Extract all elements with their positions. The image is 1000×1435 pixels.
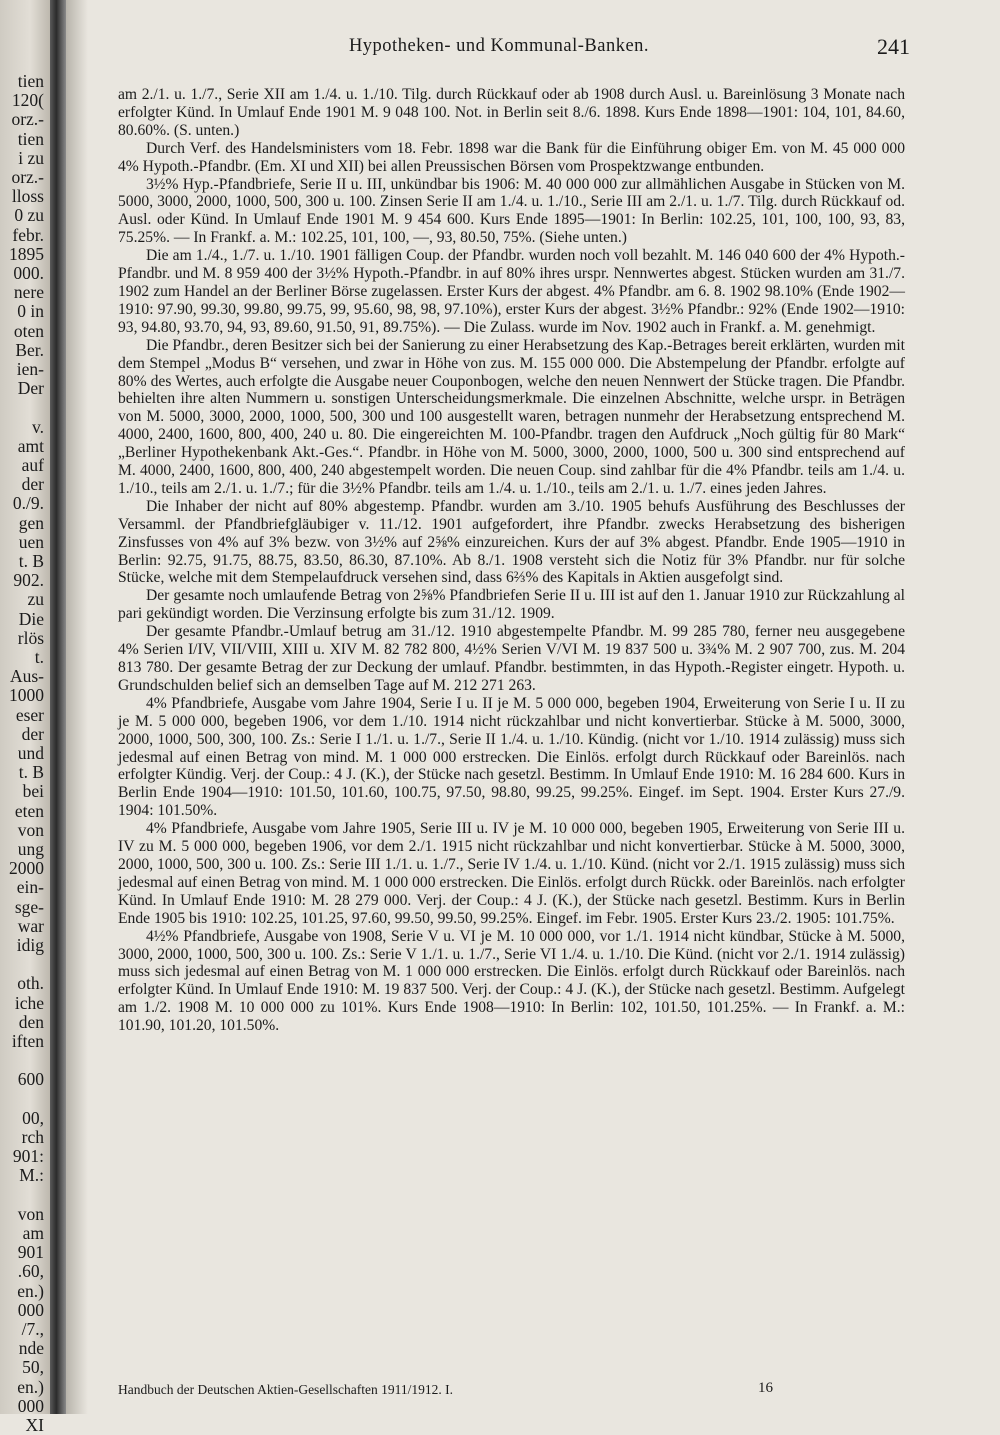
gutter-fragment: 000 — [17, 1395, 44, 1416]
gutter-fragment: eten — [14, 800, 44, 821]
main-text-column — [118, 86, 905, 1035]
gutter-fragment: 901: — [12, 1146, 44, 1167]
gutter-fragment: M.: — [19, 1165, 44, 1186]
gutter-fragment: bei — [22, 781, 44, 802]
gutter-fragment: .60, — [17, 1261, 44, 1282]
gutter-fragment: war — [17, 915, 44, 936]
paragraph: Die Inhaber der nicht auf 80% abgestemp. Pfandbr. wurden am 3./10. 1905 behufs Ausführung des Beschlusses der Versamml. der Pfandbriefgläubiger v. 11./12. 1901 aufgefordert, ihre Pfandbr. zwecks Herabsetzung des bisherigen Zinsfusses von 4% auf 3% bezw. von 3½% auf 2⅝% einzureichen. Kurs der auf 3% abgest. Pfandbr. Ende 1905—1910 in Berlin: 92.75, 91.75, 88.75, 83.50, 86.30, 87.10%. Ab 8./1. 1908 versteht sich die Notiz für 3% Pfandbr. nur für solche Stücke, welche mit dem Stempelaufdruck versehen sind, dass 6⅔% des Kapitals in Aktien ausgefolgt sind. — [118, 497, 905, 587]
gutter-fragment: nde — [18, 1338, 44, 1359]
gutter-fragment: XI — [25, 1415, 44, 1435]
gutter-fragment: ien- — [16, 359, 44, 379]
paragraph: 4% Pfandbriefe, Ausgabe vom Jahre 1904, Serie I u. II je M. 5 000 000, begeben 1904, Erweiterung von Serie I u. II zu je M. 5 000 000, begeben 1906, vor dem 1./10. 1914 nicht rückzahlbar und nicht konvertierbar. Stücke à M. 5000, 3000, 2000, 1000, 500, 300, 100. Zs.: Serie I 1./1. u. 1./7., Serie II 1./4. u. 1./10. Kündig. (nicht vor 1./10. 1914 zulässig) muss sich jedesmal auf einen Betrag von mind. M. 1 000 000 erstrecken. Die Einlös. erfolgt durch Rückkauf oder Bareinlös. nach erfolgter Kündig. Verj. der Coup.: 4 J. (K.), der Stücke nach gesetzl. Bestimm. In Umlauf Ende 1910: M. 16 284 600. Kurs in Berlin Ende 1904—1910: 101.50, 101.60, 100.75, 97.50, 98.80, 99.25, 99.25%. Eingef. im Sept. 1904. Erster Kurs 27./9. 1904: 101.50%. — [118, 694, 905, 820]
gutter-fragment: en.) — [17, 1376, 44, 1397]
paragraph: Der gesamte Pfandbr.-Umlauf betrug am 31./12. 1910 abgestempelte Pfandbr. M. 99 285 780, ferner neu ausgegebene 4% Serien I/IV, VII/VIII, XIII u. XIV M. 82 782 800, 4½% Serien V/VI M. 19 837 500 u. 3¾% M. 2 907 700, zus. M. 204 813 780. Der gesamte Betrag der zur Deckung der umlauf. Pfandbr. bestimmten, in das Hypoth.-Register eingetr. Hypoth. u. Grundschulden belief sich an demselben Tage auf M. 212 271 263. — [118, 623, 905, 694]
running-header — [88, 36, 910, 66]
gutter-fragment: iften — [11, 1031, 44, 1051]
gutter-fragment: gen — [18, 512, 44, 533]
gutter-fragment: Aus- — [9, 666, 44, 687]
gutter-fragment: der — [21, 723, 44, 744]
gutter-fragment: von — [17, 819, 44, 840]
gutter-fragment: i zu — [18, 147, 44, 168]
gutter-fragment: orz.- — [11, 109, 44, 130]
gutter-fragment: 0 in — [17, 301, 44, 322]
gutter-fragment: ein- — [16, 877, 44, 898]
gutter-fragment: v. — [32, 416, 44, 437]
gutter-fragment: 00, — [22, 1107, 44, 1128]
gutter-fragment: 1895 — [9, 243, 44, 264]
gutter-fragment: auf — [21, 455, 44, 475]
gutter-fragment: Die — [18, 608, 44, 629]
gutter-fragment: tien — [17, 71, 44, 91]
gutter-fragment: ung — [17, 839, 44, 859]
gutter-fragment: 120( — [11, 90, 44, 111]
gutter-fragment: idig — [16, 935, 44, 955]
gutter-fragment: 0 zu — [14, 205, 44, 226]
paragraph: am 2./1. u. 1./7., Serie XII am 1./4. u. 1./10. Tilg. durch Rückkauf oder ab 1908 durch Ausl. u. Bareinlösung 3 Monate nach erfolgter Künd. In Umlauf Ende 1901 M. 9 048 100. Not. in Berlin seit 8./6. 1898. Kurs Ende 1898—1901: 104, 101, 84.60, 80.60%. (S. unten.) — [118, 86, 905, 139]
gutter-fragment: lloss — [11, 186, 44, 207]
page-footer — [118, 1382, 905, 1402]
gutter-fragment: 000. — [13, 263, 44, 283]
footer-signature-mark: 16 — [758, 1380, 773, 1396]
gutter-fragment: 000 — [17, 1299, 44, 1320]
gutter-fragment: rlös — [17, 627, 44, 648]
gutter-fragment: orz.- — [11, 167, 44, 187]
gutter-fragment: t. B — [18, 762, 44, 783]
paragraph: Die Pfandbr., deren Besitzer sich bei der Sanierung zu einer Herabsetzung des Kap.-Betrages bereit erklärten, wurden mit dem Stempel „Modus B“ versehen, und zwar in Höhe von zus. M. 155 000 000. Die Abstempelung der Pfandbr. erfolgte auf 80% des Wertes, auch erfolgte die Ausgabe neuer Couponbogen, welche den neuen Nennwert der Stücke tragen. Die Pfandbr. behielten ihre alten Nummern u. sonstigen Unterscheidungsmerkmale. Die einzelnen Abschnitte, welche urspr. in Beträgen von M. 5000, 3000, 2000, 1000, 500, 300 und 100 ausgestellt waren, betragen nunmehr der Herabsetzung entsprechend M. 4000, 2400, 1600, 800, 400, 240 u. 80. Die eingereichten M. 100-Pfandbr. tragen den Aufdruck „Noch gültig für 80 Mark“ „Berliner Hypothekenbank Akt.-Ges.“. Pfandbr. in Höhe von M. 5000, 3000, 2000, 1000, 500 u. 300 sind entsprechend auf M. 4000, 2400, 1600, 800, 400, 240 abgestempelt worden. Die neuen Coup. sind zahlbar für die 4% Pfandbr. teils am 1./4. u. 1./10., teils am 2./1. u. 1./7.; für die 3½% Pfandbr. teils am 1./4. u. 1./10., teils am 2./1. u. 1./7. eines jeden Jahres. — [118, 336, 905, 497]
gutter-fragment: 0./9. — [12, 493, 44, 514]
gutter-fragment: 902. — [13, 570, 44, 591]
gutter-fragment: der — [21, 474, 44, 495]
paragraph: Die am 1./4., 1./7. u. 1./10. 1901 fälligen Coup. der Pfandbr. wurden noch voll bezahlt. M. 146 040 600 der 4% Hypoth.-Pfandbr. und M. 8 959 400 der 3½% Hypoth.-Pfandbr. in auf 80% ihres urspr. Nennwertes abgest. Stücken wurden am 31./7. 1902 zum Handel an der Berliner Börse zugelassen. Erster Kurs der abgest. 4% Pfandbr. am 6. 8. 1902 98.10% (Ende 1902—1910: 97.90, 99.30, 99.80, 99.75, 99, 95.60, 98, 98, 97.10%), erster Kurs der abgest. 3½% Pfandbr.: 92% (Ende 1902—1910: 93, 94.80, 93.70, 94, 93, 89.60, 91.50, 91, 89.75%). — Die Zulass. wurde im Nov. 1902 auch in Frankf. a. M. genehmigt. — [118, 247, 905, 336]
gutter-fragment: en.) — [17, 1280, 44, 1301]
gutter-fragment: 50, — [22, 1357, 44, 1378]
book-spine-shadow — [50, 0, 66, 1414]
page-edge-shadow — [66, 0, 88, 1414]
gutter-fragment: 600 — [17, 1069, 44, 1090]
gutter-fragment: von — [17, 1203, 44, 1224]
adjacent-page-gutter — [0, 0, 50, 1435]
gutter-fragment: 901 — [17, 1242, 44, 1263]
gutter-fragment: 1000 — [9, 685, 44, 706]
paragraph: 3½% Hyp.-Pfandbriefe, Serie II u. III, unkündbar bis 1906: M. 40 000 000 zur allmählichen Ausgabe in Stücken von M. 5000, 3000, 2000, 1000, 500, 300 u. 100. Zinsen Serie II am 1./4. u. 1./10., Serie III am 2./1. u. 1./7. Tilg. durch Rückkauf od. Ausl. oder Künd. In Umlauf Ende 1901 M. 9 454 600. Kurs Ende 1895—1901: In Berlin: 102.25, 101, 100, 100, 93, 83, 75.25%. — In Frankf. a. M.: 102.25, 101, 100, —, 93, 80.50, 75%. (Siehe unten.) — [118, 175, 905, 247]
gutter-fragment: febr. — [12, 224, 44, 245]
header-title: Hypotheken- und Kommunal-Banken. — [348, 36, 650, 56]
gutter-fragment: am — [22, 1223, 44, 1243]
gutter-fragment: eser — [15, 704, 44, 725]
paragraph: Durch Verf. des Handelsministers vom 18. Febr. 1898 war die Bank für die Einführung obiger Em. von M. 45 000 000 4% Hypoth.-Pfandbr. (Em. XI und XII) bei allen Preussischen Börsen vom Prospektzwange entbunden. — [118, 139, 905, 175]
gutter-fragment: amt — [17, 435, 44, 456]
gutter-fragment: t. — [34, 647, 44, 667]
gutter-fragment: rch — [21, 1127, 44, 1147]
gutter-fragment: oten — [13, 320, 44, 341]
gutter-fragment: 2000 — [9, 858, 44, 879]
gutter-fragment: oth. — [17, 973, 44, 994]
gutter-fragment: iche — [14, 992, 44, 1013]
paragraph: 4% Pfandbriefe, Ausgabe vom Jahre 1905, Serie III u. IV je M. 10 000 000, begeben 1905, Erweiterung von Serie III u. IV zu M. 5 000 000, begeben 1906, vor dem 2./1. 1915 nicht rückzahlbar und nicht konvertierbar. Stücke à M. 5000, 3000, 2000, 1000, 500, 300 u. 100. Zs.: Serie III 1./1. u. 1./7., Serie IV 1./4. u. 1./10. Künd. (nicht vor 2./1. 1915 zulässig) muss sich jedesmal auf einen Betrag von mind. M. 1 000 000 erstrecken. Die Einlös. erfolgt durch Rückk. oder Bareinlös. nach erfolgter Künd. In Umlauf Ende 1910: M. 28 279 000. Verj. der Coup.: 4 J. (K.), der Stücke nach gesetzl. Bestimm. Kurs in Berlin Ende 1905 bis 1910: 102.25, 101.25, 97.60, 99.50, 99.50, 99.25%. Eingef. im Febr. 1905. Erster Kurs 23./2. 1905: 101.75%. — [118, 820, 905, 927]
gutter-fragment: Der — [17, 378, 44, 399]
gutter-fragment: nere — [13, 282, 44, 303]
gutter-fragment: den — [18, 1011, 44, 1032]
footer-publication: Handbuch der Deutschen Aktien-Gesellschaften 1911/1912. I. — [118, 1382, 454, 1397]
gutter-fragment: Ber. — [15, 339, 44, 360]
gutter-fragment: tien — [17, 128, 44, 149]
gutter-fragment: /7., — [21, 1319, 44, 1339]
paragraph: 4½% Pfandbriefe, Ausgabe von 1908, Serie V u. VI je M. 10 000 000, vor 1./1. 1914 nicht kündbar, Stücke à M. 5000, 3000, 2000, 1000, 500, 300 u. 100. Zs.: Serie V 1./1. u. 1./7., Serie VI 1./4. u. 1./10. Die Künd. (nicht vor 2./1. 1914 zulässig) muss sich jedesmal auf einen Betrag von M. 1 000 000 erstrecken. Die Einlös. erfolgt durch Rückkauf oder Bareinlös. nach erfolgter Künd. In Umlauf Ende 1910: M. 19 837 500. Verj. der Coup.: 4 J. (K.), der Stücke nach gesetzl. Bestimm. Aufgelegt am 1./2. 1908 M. 10 000 000 zu 101%. Kurs Ende 1908—1910: In Berlin: 102, 101.50, 101.25%. — In Frankf. a. M.: 101.90, 101.20, 101.50%. — [118, 927, 905, 1035]
gutter-fragment: sge- — [14, 896, 44, 917]
gutter-fragment: und — [17, 743, 44, 763]
page-number: 241 — [877, 34, 910, 59]
gutter-fragment: uen — [18, 531, 44, 552]
gutter-fragment: t. B — [18, 551, 44, 571]
paragraph: Der gesamte noch umlaufende Betrag von 2⅝% Pfandbriefen Serie II u. III ist auf den 1. Januar 1910 zur Rückzahlung al pari gekündigt worden. Die Verzinsung erfolgte bis zum 31./12. 1909. — [118, 587, 905, 623]
gutter-fragment: zu — [27, 589, 44, 610]
